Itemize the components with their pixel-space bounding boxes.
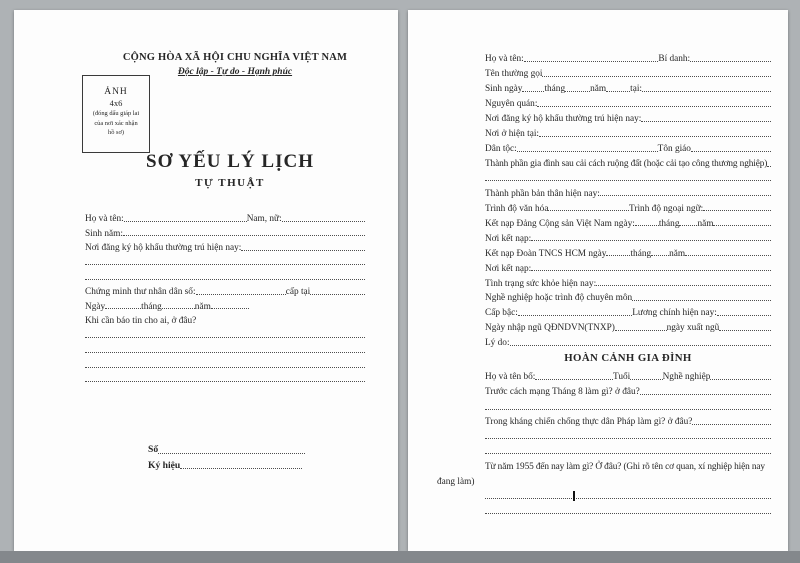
dotted-leader [124, 221, 247, 222]
dotted-leader [158, 453, 305, 454]
text-cursor [573, 491, 575, 501]
field-label: Kết nạp Đảng Cộng sản Việt Nam ngày: [485, 218, 635, 229]
document-subtitle: TỰ THUẬT [195, 177, 265, 189]
dotted-line[interactable] [437, 442, 771, 457]
dotted-leader [535, 379, 613, 380]
national-motto-line1: CỘNG HÒA XÃ HỘI CHU NGHĨA VIỆT NAM [122, 52, 348, 63]
field-label: tháng [630, 248, 652, 259]
dotted-leader [642, 91, 771, 92]
field-thanh-phan-gia-dinh[interactable] [437, 155, 771, 170]
dotted-leader [85, 381, 365, 382]
dotted-leader [679, 225, 697, 226]
field-ho-va-ten[interactable] [85, 210, 365, 225]
field-tu-nam-1955[interactable] [437, 457, 771, 472]
field-label: Ngày nhập ngũ QĐNDVN(TNXP) [485, 323, 615, 334]
dotted-leader [606, 255, 630, 256]
dotted-leader [632, 300, 771, 301]
dotted-leader [615, 330, 667, 331]
dotted-leader [531, 270, 771, 271]
field-khang-chien-phap[interactable] [437, 413, 771, 428]
field-sinh-nam[interactable] [85, 225, 365, 240]
field-nhap-ngu[interactable] [437, 319, 771, 334]
dotted-leader [719, 330, 771, 331]
dotted-leader [717, 315, 771, 316]
field-label: Thành phần gia đình sau cải cách ruộng đất (hoặc cải tạo công thương nghiệp) [485, 159, 768, 169]
dotted-leader [85, 352, 365, 353]
field-bao-tin[interactable] [85, 312, 365, 327]
field-tu-nam-1955-wrap[interactable] [437, 472, 771, 487]
field-label: Lương chính hiện nay: [632, 308, 717, 319]
background-bottom-strip [0, 551, 800, 563]
dotted-leader [85, 367, 365, 368]
field-label: Nơi đăng ký hộ khẩu thường trú hiện nay: [485, 114, 642, 125]
dotted-line[interactable] [85, 268, 365, 283]
dotted-leader [641, 121, 771, 122]
field-label: Họ và tên: [85, 214, 124, 225]
field-label: tại: [630, 84, 643, 95]
field-ho-khau-thuong-tru[interactable] [85, 239, 365, 254]
field-label: Nơi kết nạp: [485, 233, 532, 244]
dotted-leader [537, 106, 771, 107]
field-so[interactable] [148, 440, 348, 456]
field-label: năm [590, 84, 607, 95]
dotted-leader [85, 337, 365, 338]
field-label: Nguyên quán: [485, 99, 538, 110]
field-ky-hieu[interactable] [148, 456, 348, 472]
dotted-leader [635, 225, 659, 226]
dotted-leader [630, 379, 662, 380]
dotted-leader [651, 255, 669, 256]
dotted-leader [691, 151, 771, 152]
photo-box-note-line1: (đóng dấu giáp lai [92, 110, 140, 117]
field-label: Trình độ văn hóa [485, 203, 549, 214]
field-cap-bac-luong[interactable] [437, 304, 771, 319]
field-label: Bí danh: [658, 54, 691, 65]
dotted-leader [105, 308, 141, 309]
dotted-leader [241, 250, 365, 251]
dotted-leader [703, 210, 771, 211]
photo-box-note-line3: hồ sơ) [108, 129, 124, 137]
field-ket-nap-doan[interactable] [437, 244, 771, 259]
dotted-line[interactable] [85, 371, 365, 386]
field-label: Ký hiệu [148, 459, 181, 471]
field-label: Trình độ ngoại ngữ: [629, 203, 704, 214]
dotted-leader [485, 180, 771, 181]
field-cmnd[interactable] [85, 283, 365, 298]
dotted-leader [539, 136, 771, 137]
field-noi-o-hien-tai[interactable] [437, 125, 771, 140]
dotted-line[interactable] [437, 170, 771, 185]
field-label: cấp tại [285, 287, 311, 298]
field-label: Nơi kết nạp: [485, 263, 532, 274]
dotted-leader [531, 240, 771, 241]
field-label: Nam, nữ: [246, 214, 282, 225]
field-suc-khoe[interactable] [437, 274, 771, 289]
field-label: Số [148, 444, 159, 455]
dotted-leader [522, 91, 544, 92]
national-motto-line2: Độc lập - Tự do - Hạnh phúc [177, 67, 293, 77]
dotted-line[interactable] [85, 254, 365, 269]
dotted-line[interactable] [85, 356, 365, 371]
field-label: Dân tộc: [485, 144, 517, 155]
field-label: đang làm) [437, 476, 475, 487]
page-right[interactable] [408, 10, 788, 551]
right-form-fields [437, 50, 771, 517]
dotted-leader [596, 285, 771, 286]
field-ho-khau-thuong-tru[interactable] [437, 110, 771, 125]
field-label: năm [697, 218, 714, 229]
dotted-line[interactable] [437, 428, 771, 443]
photo-box-note-line2: của nơi xác nhận [94, 119, 138, 127]
dotted-leader [767, 166, 771, 167]
field-label: Tình trạng sức khỏe hiện nay: [485, 278, 597, 289]
dotted-leader [196, 294, 286, 295]
field-label: Nghề nghiệp [662, 372, 711, 383]
dotted-leader [510, 345, 771, 346]
dotted-leader [548, 210, 629, 211]
field-label: Cấp bậc: [485, 308, 518, 319]
dotted-leader [710, 379, 771, 380]
dotted-line[interactable] [85, 327, 365, 342]
field-label: Sinh năm: [85, 228, 123, 239]
field-nguyen-quan[interactable] [437, 95, 771, 110]
field-label: Trước cách mạng Tháng 8 làm gì? ở đâu? [485, 387, 640, 398]
field-label: Họ và tên bố: [485, 372, 536, 383]
field-label: Tên thường gọi [485, 69, 543, 80]
dotted-leader [690, 61, 771, 62]
dotted-leader [85, 279, 365, 280]
field-ho-va-ten[interactable] [437, 50, 771, 65]
field-noi-ket-nap[interactable] [437, 229, 771, 244]
page-left[interactable] [14, 10, 398, 551]
dotted-leader [485, 409, 771, 410]
field-label: tháng [544, 84, 566, 95]
photo-box-label: ẢNH [104, 87, 128, 97]
dotted-leader [576, 498, 772, 499]
field-label: Nơi ở hiện tại: [485, 129, 539, 140]
dotted-leader [685, 255, 771, 256]
field-ly-do[interactable] [437, 334, 771, 349]
field-ho-ten-bo[interactable] [437, 368, 771, 383]
field-trinh-do[interactable] [437, 199, 771, 214]
dotted-line[interactable] [437, 398, 771, 413]
dotted-leader [485, 438, 771, 439]
dotted-leader [518, 315, 632, 316]
dotted-leader [606, 91, 630, 92]
dotted-leader [692, 424, 771, 425]
dotted-leader [713, 225, 771, 226]
photo-box-size: 4x6 [109, 98, 123, 108]
field-label: Ngày [85, 301, 106, 312]
dotted-leader [485, 498, 572, 499]
doc-number-block [148, 440, 348, 471]
field-label: Kết nạp Đoàn TNCS HCM ngày [485, 248, 607, 259]
field-noi-ket-nap[interactable] [437, 259, 771, 274]
field-label: năm [194, 301, 211, 312]
field-label: Họ và tên: [485, 54, 524, 65]
field-label: tháng [141, 301, 162, 312]
dotted-leader [180, 468, 302, 469]
dotted-leader [123, 235, 365, 236]
national-header [90, 52, 380, 77]
field-label: HOÀN CẢNH GIA ĐÌNH [564, 352, 692, 364]
document-title: SƠ YẾU LÝ LỊCH [146, 151, 314, 172]
field-label: Tôn giáo [657, 144, 691, 155]
dotted-line[interactable] [85, 341, 365, 356]
field-label: tháng [658, 218, 680, 229]
field-label: Chứng minh thư nhân dân số: [85, 287, 196, 298]
field-ngay-thang-nam[interactable] [85, 298, 365, 313]
dotted-leader [524, 61, 659, 62]
field-truoc-cach-mang[interactable] [437, 383, 771, 398]
dotted-leader [640, 394, 771, 395]
field-label: Thành phần bản thân hiện nay: [485, 188, 600, 199]
field-nghe-nghiep[interactable] [437, 289, 771, 304]
dotted-leader [565, 91, 590, 92]
dotted-line-with-cursor[interactable] [437, 487, 771, 502]
dotted-leader [600, 195, 771, 196]
field-label: Sinh ngày [485, 84, 523, 95]
field-label: Từ năm 1955 đến nay làm gì? Ở đâu? (Ghi rõ tên cơ quan, xí nghiệp hiện nay [485, 461, 765, 472]
dotted-leader [162, 308, 195, 309]
field-ket-nap-dang[interactable] [437, 214, 771, 229]
field-label: Khi cần báo tin cho ai, ở đâu? [85, 316, 197, 327]
field-label: Lý do: [485, 338, 510, 349]
field-ten-thuong-goi[interactable] [437, 65, 771, 80]
field-thanh-phan-ban-than[interactable] [437, 184, 771, 199]
dotted-leader [517, 151, 658, 152]
dotted-line[interactable] [437, 502, 771, 517]
field-dan-toc-ton-giao[interactable] [437, 140, 771, 155]
field-label: Nghề nghiệp hoặc trình độ chuyên môn [485, 293, 633, 304]
section-heading-hoan-canh-gia-dinh[interactable] [437, 349, 771, 368]
dotted-leader [310, 294, 365, 295]
dotted-leader [542, 76, 771, 77]
field-sinh-ngay[interactable] [437, 80, 771, 95]
field-label: ngày xuất ngũ [666, 323, 720, 334]
dotted-leader [485, 453, 771, 454]
field-label: Nơi đăng ký hộ khẩu thường trú hiện nay: [85, 243, 242, 254]
field-label: Tuổi [613, 372, 631, 383]
field-label: Trong kháng chiến chống thực dân Pháp làm gì? ở đâu? [485, 417, 693, 427]
left-form-fields [85, 210, 365, 385]
dotted-leader [282, 221, 365, 222]
dotted-leader [485, 513, 771, 514]
field-label: năm [669, 248, 686, 259]
dotted-leader [211, 308, 249, 309]
dotted-leader [85, 264, 365, 265]
photo-box [82, 75, 150, 153]
